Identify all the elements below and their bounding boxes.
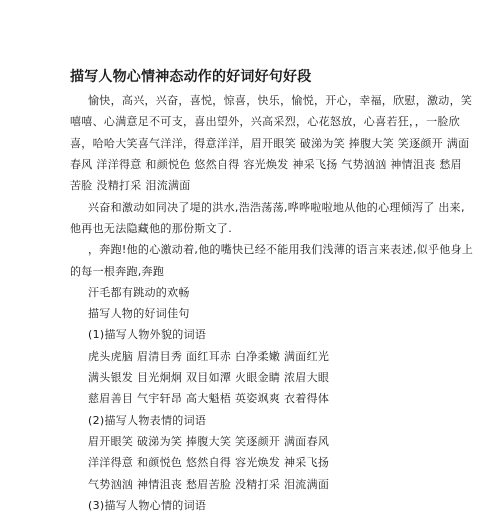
- document-title: 描写人物心情神态动作的好词好句好段: [70, 69, 312, 85]
- paragraph-line: ，奔跑!他的心激动着,他的嘴快已经不能用我们浅薄的语言来表述,似乎他身上: [88, 243, 474, 257]
- word-list-line: 满头银发 目光炯炯 双目如潭 火眼金睛 浓眉大眼: [88, 371, 330, 385]
- subsection-heading: (1)描写人物外貌的词语: [88, 328, 207, 342]
- word-list-line: 慈眉善目 气宇轩昂 高大魁梧 英姿飒爽 衣着得体: [88, 392, 330, 406]
- word-list-line: 洋洋得意 和颜悦色 悠然自得 容光焕发 神采飞扬: [88, 456, 330, 470]
- section-heading: 描写人物的好词佳句: [88, 307, 190, 321]
- paragraph-line: 嘻嘻、心满意足不可支，喜出望外，兴高采烈，心花怒放，心喜若狂，，一脸欣: [70, 115, 460, 129]
- paragraph-line: 愉快，高兴，兴奋，喜悦，惊喜，快乐，愉悦，开心，幸福，欣慰，激动，笑: [88, 94, 473, 107]
- paragraph-line: 春风 洋洋得意 和颜悦色 悠然自得 容光焕发 神采飞扬 气势汹汹 神情沮丧 愁眉: [70, 157, 462, 171]
- paragraph-line: 兴奋和激动如同决了堤的洪水,浩浩荡荡,哗哗啦啦地从他的心理倾泻了 出来,: [88, 200, 465, 214]
- paragraph-line: 的每一根奔跑,奔跑: [70, 264, 165, 278]
- word-list-line: 气势汹汹 神情沮丧 愁眉苦脸 没精打采 泪流满面: [88, 477, 330, 491]
- paragraph-line: 汗毛都有跳动的欢畅: [88, 285, 190, 299]
- paragraph-line: 苦脸 没精打采 泪流满面: [70, 179, 191, 193]
- paragraph-line: 他再也无法隐藏他的那份斯文了.: [70, 221, 232, 235]
- subsection-heading: (3)描写人物心情的词语: [88, 499, 207, 512]
- subsection-heading: (2)描写人物表情的词语: [88, 413, 207, 427]
- word-list-line: 眉开眼笑 破涕为笑 捧腹大笑 笑逐颜开 满面春风: [88, 435, 330, 449]
- paragraph-line: 喜，哈哈大笑喜气洋洋，得意洋洋，眉开眼笑 破涕为笑 捧腹大笑 笑逐颜开 满面: [70, 136, 470, 150]
- word-list-line: 虎头虎脑 眉清目秀 面红耳赤 白净柔嫩 满面红光: [88, 349, 330, 363]
